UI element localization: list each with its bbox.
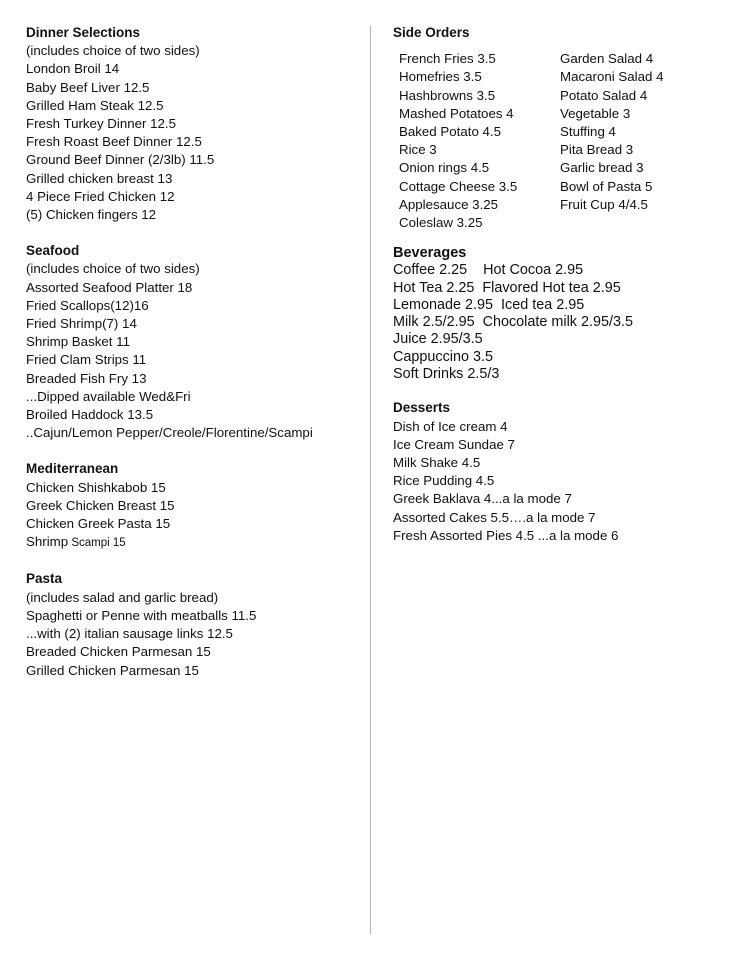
menu-item: Garlic bread 3 — [560, 160, 644, 176]
menu-item: Cappuccino 3.5 — [393, 348, 494, 365]
menu-item: Dish of Ice cream 4 — [393, 418, 508, 434]
menu-item: Ground Beef Dinner (2/3lb) 11.5 — [26, 152, 215, 168]
menu-item-prefix: Shrimp — [26, 534, 69, 550]
column-divider — [370, 26, 371, 934]
menu-item: Rice Pudding 4.5 — [393, 473, 495, 489]
menu-item: Assorted Cakes 5.5….a la mode 7 — [393, 509, 596, 525]
menu-item: French Fries 3.5 — [399, 51, 496, 67]
menu-item: Chicken Shishkabob 15 — [26, 479, 166, 495]
menu-item: Cottage Cheese 3.5 — [399, 178, 518, 194]
menu-item: (5) Chicken fingers 12 — [26, 207, 157, 223]
seafood-title: Seafood — [26, 243, 80, 259]
menu-item: Soft Drinks 2.5/3 — [393, 366, 500, 383]
sides-section — [393, 24, 733, 232]
menu-item: 4 Piece Fried Chicken 12 — [26, 188, 175, 204]
menu-item: London Broil 14 — [26, 61, 120, 77]
sides-column-2 — [560, 50, 663, 232]
dinner-title: Dinner Selections — [26, 25, 141, 40]
menu-item: Homefries 3.5 — [399, 69, 482, 85]
menu-item: Baked Potato 4.5 — [399, 124, 502, 140]
mediterranean-title: Mediterranean — [26, 461, 119, 477]
menu-item: Garden Salad 4 — [560, 51, 654, 67]
desserts-title: Desserts — [393, 400, 451, 416]
menu-item: Stuffing 4 — [560, 124, 616, 140]
menu-item: Baby Beef Liver 12.5 — [26, 79, 150, 95]
menu-item: Rice 3 — [399, 142, 437, 158]
menu-item: Fried Scallops(12)16 — [26, 297, 149, 313]
menu-item: Fresh Assorted Pies 4.5 ...a la mode 6 — [393, 527, 619, 543]
menu-item: Bowl of Pasta 5 — [560, 178, 653, 194]
menu-item: Milk 2.5/2.95 Chocolate milk 2.95/3.5 — [393, 314, 633, 331]
menu-item: Assorted Seafood Platter 18 — [26, 279, 193, 295]
menu-item: Mashed Potatoes 4 — [399, 105, 514, 121]
seafood-section — [26, 242, 366, 442]
menu-item: Spaghetti or Penne with meatballs 11.5 — [26, 607, 257, 623]
menu-item: Lemonade 2.95 Iced tea 2.95 — [393, 296, 585, 313]
pasta-section — [26, 570, 366, 679]
menu-item: ...with (2) italian sausage links 12.5 — [26, 626, 233, 642]
menu-item: Greek Chicken Breast 15 — [26, 497, 175, 513]
menu-item: Breaded Chicken Parmesan 15 — [26, 644, 211, 660]
menu-item: Fresh Turkey Dinner 12.5 — [26, 116, 177, 132]
menu-item: ...Dipped available Wed&Fri — [26, 388, 191, 404]
sides-title: Side Orders — [393, 25, 470, 40]
sides-column-1 — [399, 50, 560, 232]
menu-item-small-text: Scampi 15 — [68, 537, 126, 550]
menu-item: Potato Salad 4 — [560, 87, 648, 103]
menu-item: Onion rings 4.5 — [399, 160, 490, 176]
menu-item: ..Cajun/Lemon Pepper/Creole/Florentine/Scampi — [26, 425, 313, 441]
menu-item: Vegetable 3 — [560, 105, 631, 121]
dinner-section — [26, 24, 366, 224]
menu-item: Coleslaw 3.25 — [399, 215, 483, 231]
menu-item: Grilled Ham Steak 12.5 — [26, 97, 164, 113]
menu-item: Hashbrowns 3.5 — [399, 87, 496, 103]
menu-item: Milk Shake 4.5 — [393, 454, 481, 470]
menu-item: Coffee 2.25 Hot Cocoa 2.95 — [393, 262, 584, 279]
menu-item: (includes choice of two sides) — [26, 43, 200, 59]
menu-item: Grilled Chicken Parmesan 15 — [26, 662, 199, 678]
menu-item: Juice 2.95/3.5 — [393, 331, 483, 348]
menu-item: Chicken Greek Pasta 15 — [26, 516, 171, 532]
menu-item: Greek Baklava 4...a la mode 7 — [393, 491, 572, 507]
menu-item: Applesauce 3.25 — [399, 196, 499, 212]
menu-item: Fresh Roast Beef Dinner 12.5 — [26, 134, 202, 150]
menu-item: Ice Cream Sundae 7 — [393, 436, 515, 452]
menu-item: Breaded Fish Fry 13 — [26, 370, 147, 386]
menu-item: (includes choice of two sides) — [26, 261, 200, 277]
menu-item: Broiled Haddock 13.5 — [26, 407, 154, 423]
menu-item: Grilled chicken breast 13 — [26, 170, 173, 186]
menu-item: Macaroni Salad 4 — [560, 69, 664, 85]
pasta-title: Pasta — [26, 571, 63, 587]
menu-item: Fruit Cup 4/4.5 — [560, 196, 648, 212]
menu-item: Pita Bread 3 — [560, 142, 634, 158]
menu-item: (includes salad and garlic bread) — [26, 589, 219, 605]
beverages-section — [393, 244, 733, 383]
sides-grid — [393, 50, 733, 232]
menu-item: Fried Clam Strips 11 — [26, 352, 147, 368]
menu-item: Shrimp Basket 11 — [26, 334, 130, 350]
left-column — [26, 24, 366, 698]
menu-item — [26, 533, 366, 552]
beverages-title: Beverages — [393, 245, 467, 262]
right-column — [393, 24, 733, 545]
desserts-section — [393, 399, 733, 545]
menu-item: Fried Shrimp(7) 14 — [26, 316, 137, 332]
mediterranean-section — [26, 460, 366, 552]
menu-item: Hot Tea 2.25 Flavored Hot tea 2.95 — [393, 279, 621, 296]
